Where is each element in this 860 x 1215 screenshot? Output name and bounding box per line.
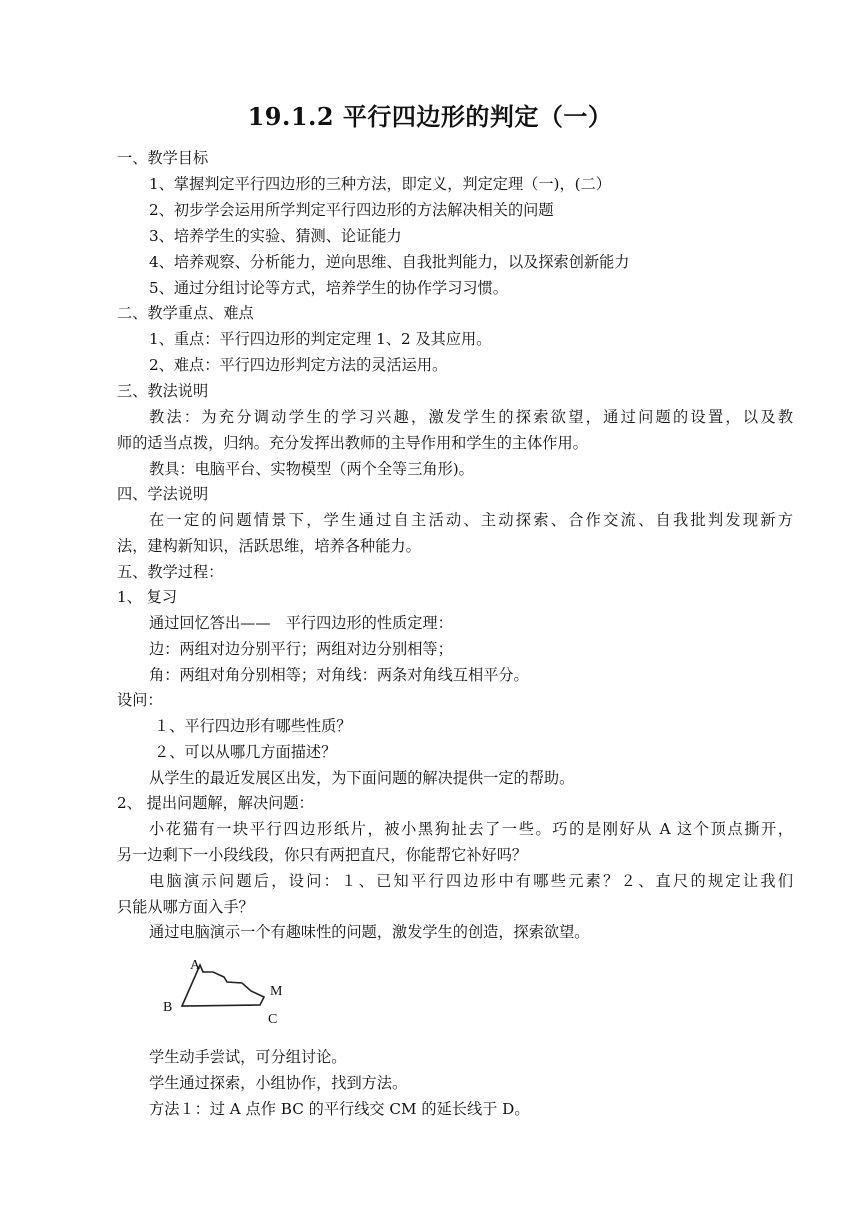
vertex-label-m: M [270,984,283,999]
paragraph-line: 另一边剩下一小段线段，你只有两把直尺，你能帮它补好吗？ [117,846,528,864]
paragraph-line: 教法：为充分调动学生的学习兴趣，激发学生的探索欲望，通过问题的设置，以及教 [149,408,793,426]
objective-item: 4、培养观察、分析能力，逆向思维、自我批判能力，以及探索创新能力 [149,253,630,271]
paragraph-line: 只能从哪方面入手？ [117,898,254,916]
question-item: １、平行四边形有哪些性质？ [154,717,352,735]
objective-item: 3、培养学生的实验、猜测、论证能力 [149,227,402,245]
objective-item: 5、通过分组讨论等方式，培养学生的协作学习习惯。 [149,279,508,297]
paragraph-line: 师的适当点拨，归纳。充分发挥出教师的主导作用和学生的主体作用。 [117,434,588,452]
section-heading-teaching-method: 三、教法说明 [117,382,209,400]
vertex-label-b: B [163,1000,173,1015]
paragraph-line: 通过回忆答出—— 平行四边形的性质定理： [149,614,453,632]
paragraph-line: 法，建构新知识，活跃思维，培养各种能力。 [117,537,421,555]
paragraph-line: 学生动手尝试，可分组讨论。 [149,1048,347,1066]
paragraph-line: 通过电脑演示一个有趣味性的问题，激发学生的创造，探索欲望。 [149,923,590,941]
subsection-heading-problem: 2、 提出问题解，解决问题： [117,794,314,812]
paragraph-line: 角：两组对角分别相等；对角线：两条对角线互相平分。 [149,666,529,684]
paragraph-line: 方法１：过 A 点作 BC 的平行线交 CM 的延长线于 D。 [149,1100,530,1118]
section-heading-learning-method: 四、学法说明 [117,485,209,503]
section-heading-teaching-process: 五、教学过程： [117,563,224,581]
subsection-heading-review: 1、 复习 [117,588,178,606]
paragraph-line: 教具：电脑平台、实物模型（两个全等三角形)。 [149,460,474,478]
vertex-label-a: A [190,958,201,973]
vertex-label-c: C [268,1012,278,1027]
section-heading-objectives: 一、教学目标 [117,149,209,167]
objective-item: 1、掌握判定平行四边形的三种方法，即定义，判定定理（一)，(二） [149,175,611,193]
document-title: 19.1.2 平行四边形的判定（一） [247,102,613,131]
objective-item: 2、初步学会运用所学判定平行四边形的方法解决相关的问题 [149,201,554,219]
questions-heading: 设问： [117,691,163,709]
torn-parallelogram-figure [150,952,300,1032]
paragraph-line: 学生通过探索，小组协作，找到方法。 [149,1074,408,1092]
paragraph-line: 边：两组对边分别平行；两组对边分别相等； [149,640,453,658]
paragraph-line: 小花猫有一块平行四边形纸片，被小黑狗扯去了一些。巧的是刚好从 A 这个顶点撕开， [149,820,793,838]
key-point-item: 2、难点：平行四边形判定方法的灵活运用。 [149,356,448,374]
paragraph-line: 在一定的问题情景下，学生通过自主活动、主动探索、合作交流、自我批判发现新方 [149,511,793,529]
paragraph-line: 电脑演示问题后，设问：１、已知平行四边形中有哪些元素？２、直尺的规定让我们 [149,872,793,890]
key-point-item: 1、重点：平行四边形的判定定理 1、2 及其应用。 [149,330,492,348]
section-heading-key-points: 二、教学重点、难点 [117,304,254,322]
paragraph-line: 从学生的最近发展区出发，为下面问题的解决提供一定的帮助。 [149,769,575,787]
question-item: ２、可以从哪几方面描述？ [154,743,337,761]
